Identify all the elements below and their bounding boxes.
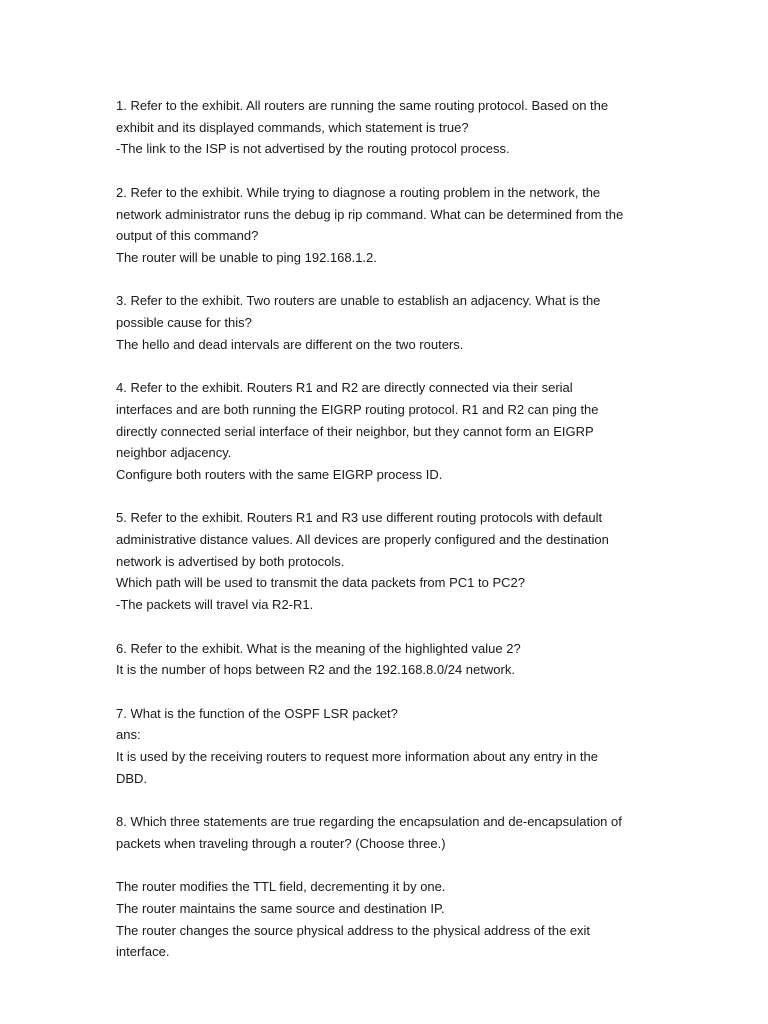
text-line: The router will be unable to ping 192.168.1.2.: [116, 249, 377, 265]
text-line: 1. Refer to the exhibit. All routers are running the same routing protocol. Based on the: [116, 98, 609, 113]
document-body: [116, 95, 656, 985]
text-line: -The link to the ISP is not advertised by the routing protocol process.: [116, 141, 510, 157]
text-line: ans:: [116, 727, 141, 743]
text-line: Which path will be used to transmit the data packets from PC1 to PC2?: [116, 575, 525, 591]
text-line: interface.: [116, 944, 170, 960]
text-line: directly connected serial interface of their neighbor, but they cannot form an EIGRP: [116, 423, 594, 439]
paragraph-3: [116, 290, 656, 355]
text-line: 8. Which three statements are true regarding the encapsulation and de-encapsulation of: [116, 814, 622, 830]
text-line: 7. What is the function of the OSPF LSR packet?: [116, 705, 398, 721]
text-line: administrative distance values. All devices are properly configured and the destination: [116, 532, 609, 547]
text-line: -The packets will travel via R2-R1.: [116, 597, 314, 613]
text-line: interfaces and are both running the EIGRP routing protocol. R1 and R2 can ping the: [116, 401, 599, 417]
text-line: It is used by the receiving routers to request more information about any entry in the: [116, 749, 598, 764]
paragraph-4: [116, 377, 656, 486]
text-line: 3. Refer to the exhibit. Two routers are unable to establish an adjacency. What is the: [116, 293, 601, 309]
paragraph-2: [116, 182, 656, 269]
text-line: packets when traveling through a router? (Choose three.): [116, 835, 446, 851]
text-line: The router maintains the same source and destination IP.: [116, 900, 445, 916]
text-line: network is advertised by both protocols.: [116, 553, 345, 569]
paragraph-8: [116, 811, 656, 854]
text-line: 5. Refer to the exhibit. Routers R1 and R3 use different routing protocols with default: [116, 510, 603, 526]
paragraph-5: [116, 507, 656, 616]
text-line: output of this command?: [116, 228, 259, 244]
text-line: 2. Refer to the exhibit. While trying to diagnose a routing problem in the network, the: [116, 184, 601, 200]
text-line: 6. Refer to the exhibit. What is the meaning of the highlighted value 2?: [116, 640, 521, 656]
text-line: possible cause for this?: [116, 315, 252, 330]
text-line: DBD.: [116, 770, 148, 786]
text-line: The hello and dead intervals are different on the two routers.: [116, 336, 464, 352]
text-line: network administrator runs the debug ip rip command. What can be determined from the: [116, 206, 624, 222]
paragraph-7: [116, 703, 656, 790]
paragraph-6: [116, 638, 656, 681]
text-line: 4. Refer to the exhibit. Routers R1 and R2 are directly connected via their serial: [116, 380, 573, 396]
text-line: Configure both routers with the same EIGRP process ID.: [116, 466, 443, 482]
paragraph-1: [116, 95, 656, 160]
text-line: The router changes the source physical address to the physical address of the exit: [116, 922, 591, 938]
text-line: neighbor adjacency.: [116, 445, 232, 461]
text-line: exhibit and its displayed commands, which statement is true?: [116, 119, 469, 135]
text-line: The router modifies the TTL field, decrementing it by one.: [116, 879, 446, 895]
text-line: It is the number of hops between R2 and the 192.168.8.0/24 network.: [116, 662, 515, 678]
paragraph-9: [116, 876, 656, 963]
